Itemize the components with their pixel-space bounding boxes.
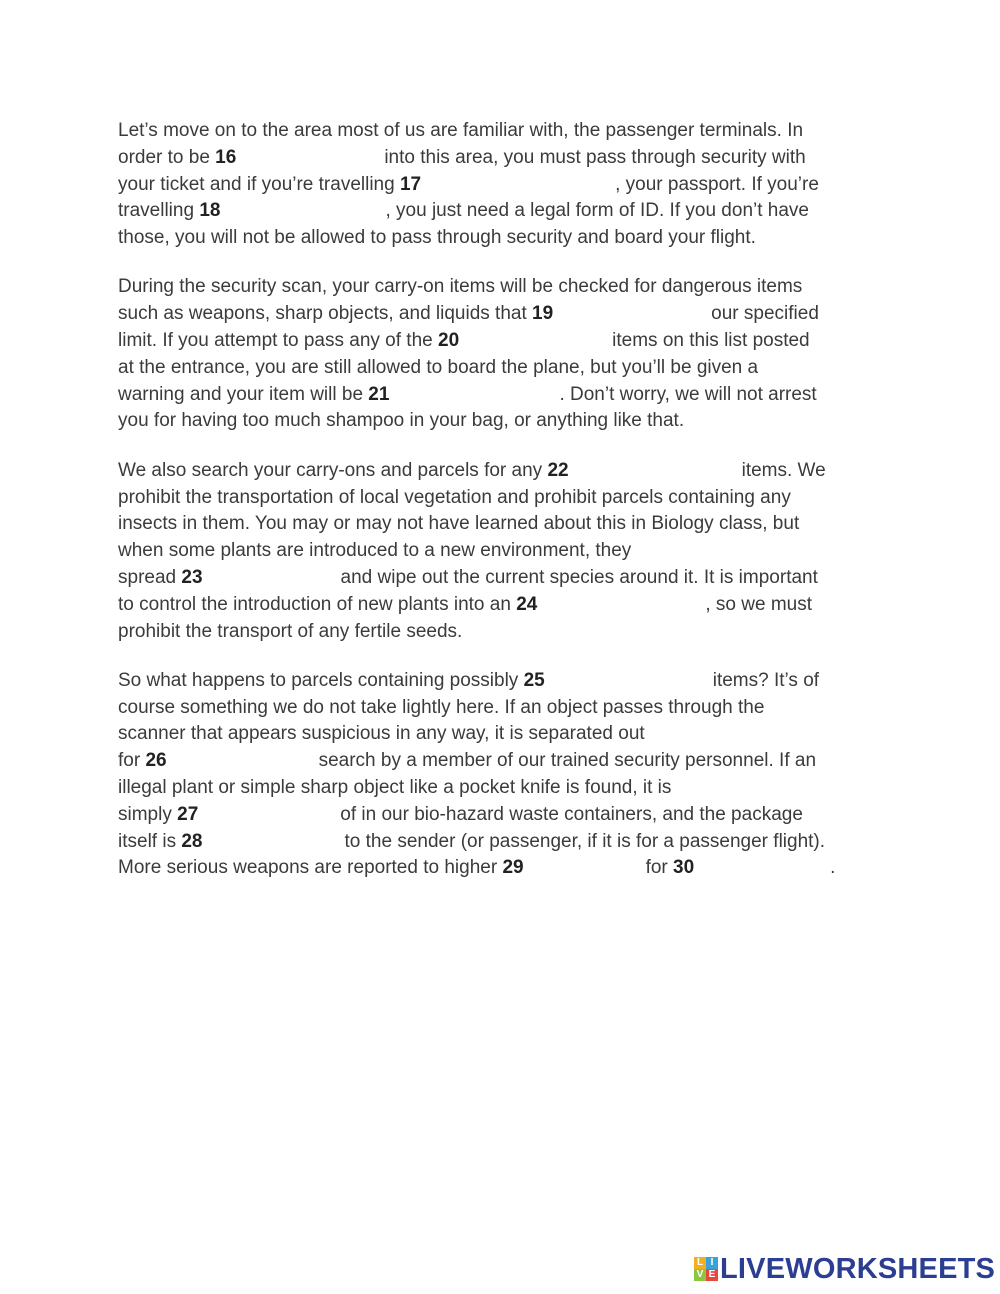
text-line: During the security scan, your carry-on items will be checked for dangerous items (118, 276, 803, 298)
text-span: and wipe out the current species around it. It is important (340, 566, 818, 588)
text-line (118, 855, 888, 882)
blank-number-16: 16 (215, 146, 237, 168)
blank-number-26: 26 (145, 750, 167, 772)
text-line (118, 382, 888, 409)
text-line (118, 328, 888, 355)
worksheet-text (118, 118, 888, 905)
text-span: itself is (118, 830, 182, 852)
logo-mark-letter: I (706, 1257, 718, 1269)
text-span: More serious weapons are reported to higher (118, 857, 503, 879)
liveworksheets-mark-icon (694, 1257, 718, 1281)
blank-number-21: 21 (368, 383, 390, 405)
text-span: . (830, 857, 836, 879)
paragraph-2 (118, 274, 888, 435)
text-span: into this area, you must pass through security with (384, 146, 806, 168)
paragraph-4 (118, 668, 888, 882)
text-span: items. We (741, 459, 826, 481)
text-line: course something we do not take lightly here. If an object passes through the (118, 696, 765, 718)
text-line (118, 802, 888, 829)
text-span: , you just need a legal form of ID. If you don’t have (385, 200, 809, 222)
text-span: of in our bio-hazard waste containers, and the package (340, 803, 803, 825)
text-line (118, 829, 888, 856)
blank-number-22: 22 (547, 459, 569, 481)
text-span: to control the introduction of new plants into an (118, 593, 517, 615)
blank-number-28: 28 (181, 830, 203, 852)
blank-number-30: 30 (673, 857, 695, 879)
text-span: for (118, 750, 146, 772)
text-span: items on this list posted (612, 330, 810, 352)
blank-number-20: 20 (438, 330, 460, 352)
text-line: illegal plant or simple sharp object like a pocket knife is found, it is (118, 777, 672, 799)
blank-number-17: 17 (399, 173, 422, 195)
text-span: So what happens to parcels containing possibly (118, 669, 524, 691)
text-span: items? It’s of (712, 669, 820, 691)
text-line (118, 301, 888, 328)
blank-number-29: 29 (502, 857, 524, 879)
text-span: for (645, 857, 674, 879)
text-line (118, 668, 888, 695)
text-span: travelling (118, 200, 200, 222)
blank-number-19: 19 (532, 303, 554, 325)
text-span: limit. If you attempt to pass any of the (118, 330, 438, 352)
text-span: search by a member of our trained security personnel. If an (318, 750, 817, 772)
blank-number-23: 23 (181, 566, 203, 588)
text-line: Let’s move on to the area most of us are familiar with, the passenger terminals. In (118, 120, 804, 141)
text-line: scanner that appears suspicious in any way, it is separated out (118, 723, 645, 745)
paragraph-1 (118, 118, 888, 252)
text-span: , so we must (705, 593, 812, 615)
text-line (118, 172, 888, 199)
text-span: simply (118, 803, 178, 825)
logo-text: LIVEWORKSHEETS (720, 1252, 996, 1285)
text-span: . Don’t worry, we will not arrest (559, 383, 817, 405)
text-span: our specified (711, 303, 819, 325)
text-line (118, 592, 888, 619)
text-line (118, 458, 888, 485)
text-span: your ticket and if you’re travelling (118, 173, 400, 195)
logo-mark-letter: V (694, 1269, 706, 1281)
text-span: warning and your item will be (118, 383, 369, 405)
text-line: when some plants are introduced to a new environment, they (118, 540, 632, 562)
text-span: , your passport. If you’re (615, 173, 819, 195)
text-line: prohibit the transport of any fertile seeds. (118, 620, 463, 642)
blank-number-25: 25 (523, 669, 545, 691)
text-line (118, 748, 888, 775)
liveworksheets-logo (694, 1253, 995, 1285)
text-line: prohibit the transportation of local vegetation and prohibit parcels containing any (118, 486, 791, 508)
text-line: those, you will not be allowed to pass through security and board your flight. (118, 227, 756, 249)
logo-mark-letter: E (706, 1269, 718, 1281)
text-line (118, 145, 888, 172)
blank-number-24: 24 (516, 593, 538, 615)
text-line (118, 565, 888, 592)
text-span: We also search your carry-ons and parcels for any (118, 459, 548, 481)
text-span: such as weapons, sharp objects, and liquids that (118, 303, 533, 325)
text-span: spread (118, 566, 182, 588)
text-line (118, 198, 888, 225)
paragraph-3 (118, 458, 888, 646)
text-line: insects in them. You may or may not have learned about this in Biology class, but (118, 513, 800, 535)
text-span: to the sender (or passenger, if it is for a passenger flight). (344, 830, 826, 852)
text-span: order to be (118, 146, 216, 168)
text-line: at the entrance, you are still allowed to board the plane, but you’ll be given a (118, 356, 759, 378)
logo-mark-letter: L (694, 1257, 706, 1269)
text-line: you for having too much shampoo in your bag, or anything like that. (118, 410, 685, 432)
blank-number-18: 18 (199, 200, 221, 222)
blank-number-27: 27 (177, 803, 199, 825)
